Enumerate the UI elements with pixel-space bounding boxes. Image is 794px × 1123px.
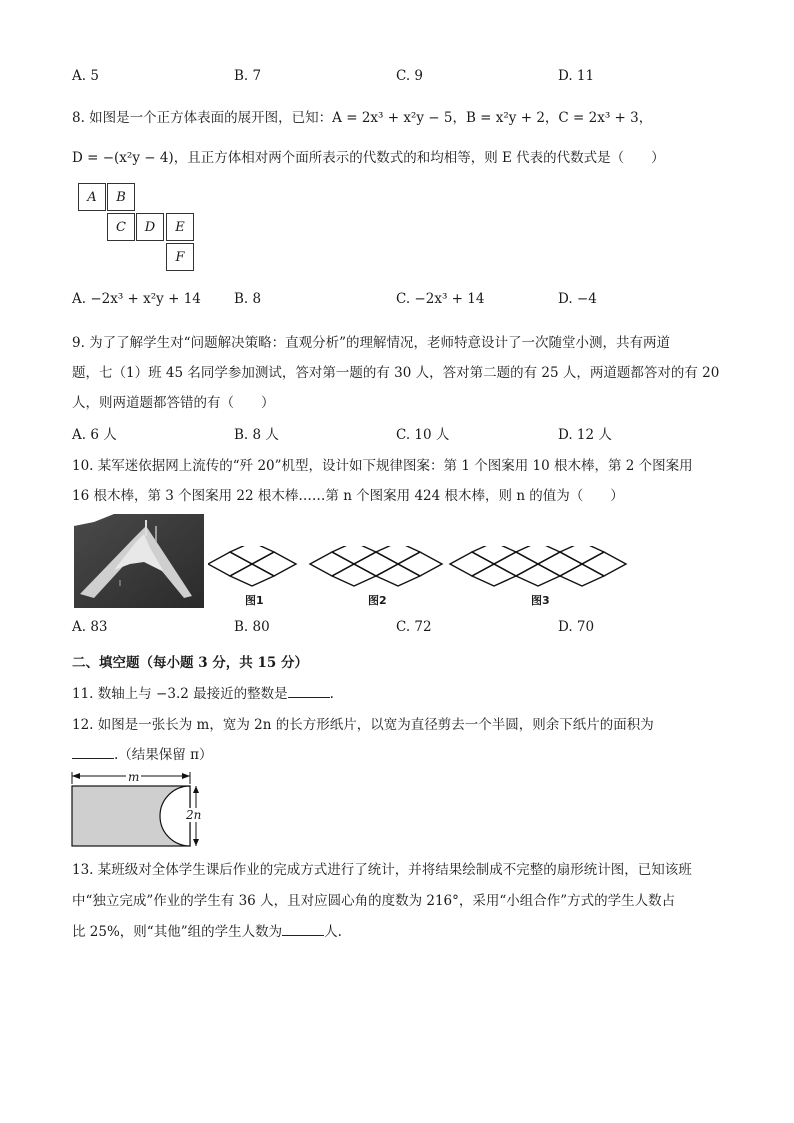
q8-stem-line1: 8. 如图是一个正方体表面的展开图，已知：A = 2x³ + x²y − 5，B = x²y + 2，C = 2x³ + 3， [72,110,653,126]
net-cell-b: B [107,183,135,211]
q7-option-c: C. 9 [396,68,424,84]
pattern-figures [208,546,628,610]
pattern-figure-2 [310,546,442,586]
q9-option-c: C. 10 人 [396,427,450,443]
q8-option-c: C. −2x³ + 14 [396,291,485,307]
figure-2-label: 图2 [368,594,387,607]
jet-photo [74,514,204,608]
net-cell-a: A [78,183,106,211]
q11-answer-blank[interactable] [288,685,330,698]
figure-width-label: 2n [186,808,202,822]
figure-1-label: 图1 [245,594,264,607]
q9-stem-line1: 9. 为了了解学生对“问题解决策略：直观分析”的理解情况，老师特意设计了一次随堂小测，共有两道 [72,335,670,351]
q13-answer-blank[interactable] [282,923,324,936]
net-cell-e: E [166,213,194,241]
q9-option-d: D. 12 人 [558,427,612,443]
pattern-figure-1 [208,546,296,586]
q10-option-d: D. 70 [558,619,595,635]
net-cell-c: C [107,213,135,241]
q10-stem-line1: 10. 某军迷依据网上流传的“歼 20”机型，设计如下规律图案：第 1 个图案用 10 根木棒，第 2 个图案用 [72,458,693,474]
q8-option-b: B. 8 [234,291,262,307]
q10-option-b: B. 80 [234,619,270,635]
pattern-figure-3 [450,546,626,586]
q9-stem-line2: 题，七（1）班 45 名同学参加测试，答对第一题的有 30 人，答对第二题的有 25 人，两道题都答对的有 20 [72,365,720,381]
q10-stem-line2: 16 根木棒，第 3 个图案用 22 根木棒……第 n 个图案用 424 根木棒，则 n 的值为（ ） [72,488,624,504]
q8-option-d: D. −4 [558,291,597,307]
q10-option-c: C. 72 [396,619,432,635]
q13-text: 比 25%，则“其他”组的学生人数为 [72,924,283,940]
figure-length-label: m [128,770,140,784]
q9-option-a: A. 6 人 [72,427,117,443]
q7-option-b: B. 7 [234,68,262,84]
q13-end: 人. [324,924,342,940]
q9-option-b: B. 8 人 [234,427,279,443]
q12-stem-tail: .（结果保留 π） [114,747,213,763]
q8-stem-line2: D = −(x²y − 4)，且正方体相对两个面所表示的代数式的和均相等，则 E 代表的代数式是（ ） [72,150,665,166]
q10-option-a: A. 83 [72,619,108,635]
q7-option-d: D. 11 [558,68,595,84]
q13-stem-line1: 13. 某班级对全体学生课后作业的完成方式进行了统计，并将结果绘制成不完整的扇形统计图，已知该班 [72,862,692,878]
figure-3-label: 图3 [531,594,550,607]
net-cell-d: D [136,213,164,241]
net-cell-f: F [166,243,194,271]
q12-stem-line1: 12. 如图是一张长为 m，宽为 2n 的长方形纸片，以宽为直径剪去一个半圆，则余下纸片的面积为 [72,717,654,733]
q11-stem [72,682,334,702]
q11-text: 11. 数轴上与 −3.2 最接近的整数是 [72,686,288,702]
q7-option-a: A. 5 [72,68,99,84]
q13-stem-line3 [72,920,342,940]
q8-option-a: A. −2x³ + x²y + 14 [72,291,201,307]
q12-answer-blank[interactable] [72,746,114,759]
q12-stem-line2 [72,743,212,763]
q9-stem-line3: 人，则两道题都答错的有（ ） [72,395,275,411]
q13-stem-line2: 中“独立完成”作业的学生有 36 人，且对应圆心角的度数为 216°，采用“小组合作”方式的学生人数占 [72,893,676,909]
q11-end: . [329,686,334,702]
section-heading: 二、填空题（每小题 3 分，共 15 分） [72,655,308,671]
cube-net-figure [78,183,198,273]
